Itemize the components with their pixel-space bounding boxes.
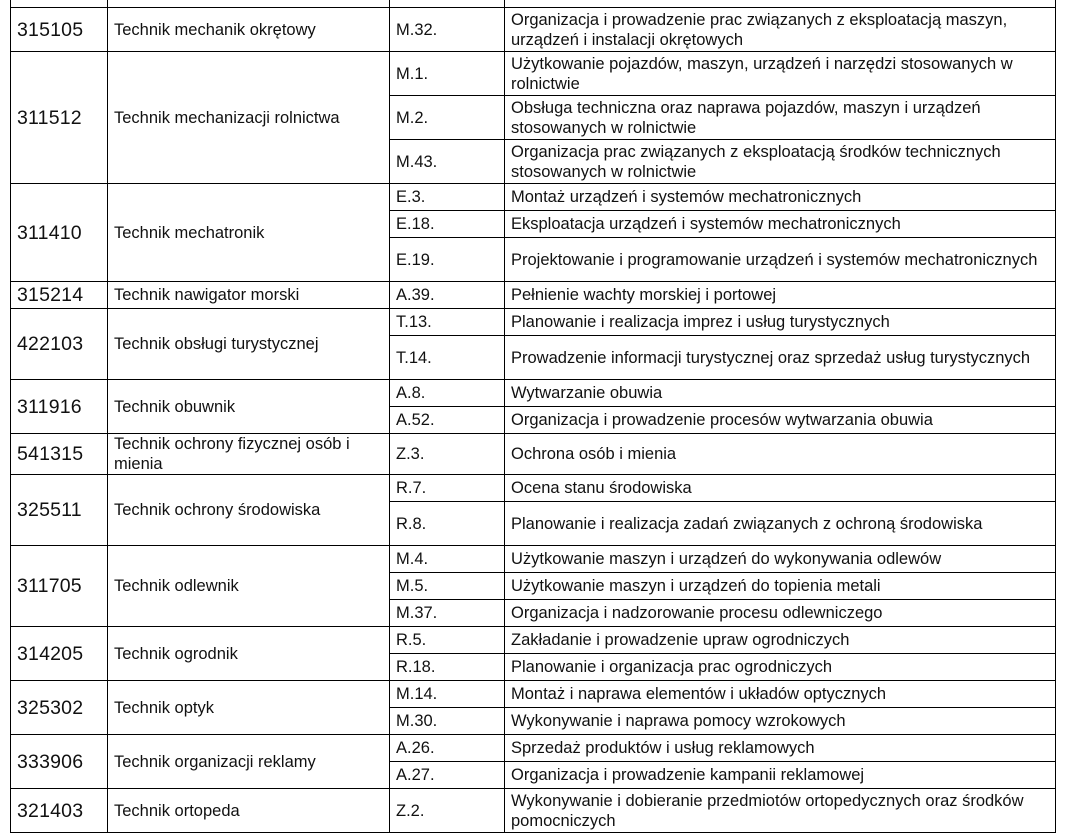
table-row <box>11 184 1056 211</box>
qualification-description: Ochrona osób i mienia <box>505 434 1056 475</box>
qualification-id: M.30. <box>390 708 505 735</box>
table-row <box>11 282 1056 309</box>
occupation-code: 311916 <box>11 380 108 434</box>
qualification-description: Planowanie i organizacja prac ogrodniczych <box>505 654 1056 681</box>
qualification-id: R.18. <box>390 654 505 681</box>
qualification-description: Planowanie i realizacja imprez i usług turystycznych <box>505 309 1056 336</box>
qualification-description: Planowanie i realizacja zadań związanych z ochroną środowiska <box>505 502 1056 546</box>
document-page <box>10 0 1055 833</box>
qualification-description: Prowadzenie informacji turystycznej oraz sprzedaż usług turystycznych <box>505 336 1056 380</box>
qualification-id: A.8. <box>390 380 505 407</box>
occupation-code: 314205 <box>11 627 108 681</box>
occupation-code: 541315 <box>11 434 108 475</box>
occupation-name: Technik nawigator morski <box>108 282 390 309</box>
qualification-id: M.43. <box>390 140 505 184</box>
occupation-name: Technik obsługi turystycznej <box>108 309 390 380</box>
occupation-name: Technik ochrony środowiska <box>108 475 390 546</box>
occupation-name: Technik ogrodnik <box>108 627 390 681</box>
table-row <box>11 627 1056 654</box>
qualification-description: Ocena stanu środowiska <box>505 475 1056 502</box>
qualification-description: Sprzedaż produktów i usług reklamowych <box>505 735 1056 762</box>
occupation-name: Technik ortopeda <box>108 789 390 833</box>
qualification-id: R.7. <box>390 475 505 502</box>
qualification-description: Organizacja i prowadzenie procesów wytwarzania obuwia <box>505 407 1056 434</box>
table-row <box>11 434 1056 475</box>
qualification-id: R.5. <box>390 627 505 654</box>
table-row <box>11 681 1056 708</box>
occupation-name: Technik mechatronik <box>108 184 390 282</box>
qualification-description: Organizacja prac związanych z eksploatacją środków technicznych stosowanych w rolnictwie <box>505 140 1056 184</box>
qualification-description: Użytkowanie maszyn i urządzeń do topienia metali <box>505 573 1056 600</box>
qualification-description: Obsługa techniczna oraz naprawa pojazdów, maszyn i urządzeń stosowanych w rolnictwie <box>505 96 1056 140</box>
table-row <box>11 546 1056 573</box>
qualification-id: M.37. <box>390 600 505 627</box>
occupation-code: 325302 <box>11 681 108 735</box>
occupation-code: 321403 <box>11 789 108 833</box>
qualification-id: E.19. <box>390 238 505 282</box>
qualification-id: Z.3. <box>390 434 505 475</box>
table-row <box>11 380 1056 407</box>
table-row <box>11 789 1056 833</box>
qualification-id: M.4. <box>390 546 505 573</box>
qualification-description: Wykonywanie i naprawa pomocy wzrokowych <box>505 708 1056 735</box>
qualification-description: Pełnienie wachty morskiej i portowej <box>505 282 1056 309</box>
occupation-code: 315214 <box>11 282 108 309</box>
occupation-code: 333906 <box>11 735 108 789</box>
occupation-name: Technik ochrony fizycznej osób i mienia <box>108 434 390 475</box>
table-row <box>11 309 1056 336</box>
qualification-description: Montaż i naprawa elementów i układów optycznych <box>505 681 1056 708</box>
occupation-code: 422103 <box>11 309 108 380</box>
qualification-id: R.8. <box>390 502 505 546</box>
occupation-code: 311410 <box>11 184 108 282</box>
qualification-id: A.52. <box>390 407 505 434</box>
qualification-id: A.27. <box>390 762 505 789</box>
qualification-description: Projektowanie i programowanie urządzeń i systemów mechatronicznych <box>505 238 1056 282</box>
qualification-id: A.39. <box>390 282 505 309</box>
qualification-id: E.3. <box>390 184 505 211</box>
qualification-description: Organizacja i prowadzenie prac związanych z eksploatacją maszyn, urządzeń i instalacji okrętowych <box>505 8 1056 52</box>
qualification-id: M.2. <box>390 96 505 140</box>
occupation-name: Technik mechanizacji rolnictwa <box>108 52 390 184</box>
qualification-description: Eksploatacja urządzeń i systemów mechatronicznych <box>505 211 1056 238</box>
qualification-id: M.14. <box>390 681 505 708</box>
qualification-id: T.13. <box>390 309 505 336</box>
occupation-name: Technik obuwnik <box>108 380 390 434</box>
occupation-name: Technik mechanik okrętowy <box>108 8 390 52</box>
table-row <box>11 52 1056 96</box>
qualification-id: Z.2. <box>390 789 505 833</box>
qualification-description: Zakładanie i prowadzenie upraw ogrodniczych <box>505 627 1056 654</box>
occupation-name: Technik organizacji reklamy <box>108 735 390 789</box>
qualification-id: A.26. <box>390 735 505 762</box>
clipped-previous-row <box>11 0 1056 8</box>
qualification-id: M.32. <box>390 8 505 52</box>
qualification-id: M.1. <box>390 52 505 96</box>
qualification-description: Użytkowanie pojazdów, maszyn, urządzeń i narzędzi stosowanych w rolnictwie <box>505 52 1056 96</box>
occupation-code: 315105 <box>11 8 108 52</box>
occupations-table <box>10 0 1056 833</box>
occupation-code: 311512 <box>11 52 108 184</box>
qualification-id: M.5. <box>390 573 505 600</box>
occupation-name: Technik odlewnik <box>108 546 390 627</box>
qualification-description: Organizacja i nadzorowanie procesu odlewniczego <box>505 600 1056 627</box>
occupation-name: Technik optyk <box>108 681 390 735</box>
table-row <box>11 475 1056 502</box>
qualification-description: Montaż urządzeń i systemów mechatronicznych <box>505 184 1056 211</box>
qualification-description: Organizacja i prowadzenie kampanii reklamowej <box>505 762 1056 789</box>
qualification-description: Wykonywanie i dobieranie przedmiotów ortopedycznych oraz środków pomocniczych <box>505 789 1056 833</box>
table-row <box>11 735 1056 762</box>
occupation-code: 311705 <box>11 546 108 627</box>
qualification-id: T.14. <box>390 336 505 380</box>
occupations-table-body <box>11 0 1056 833</box>
qualification-id: E.18. <box>390 211 505 238</box>
table-row <box>11 8 1056 52</box>
qualification-description: Użytkowanie maszyn i urządzeń do wykonywania odlewów <box>505 546 1056 573</box>
occupation-code: 325511 <box>11 475 108 546</box>
qualification-description: Wytwarzanie obuwia <box>505 380 1056 407</box>
